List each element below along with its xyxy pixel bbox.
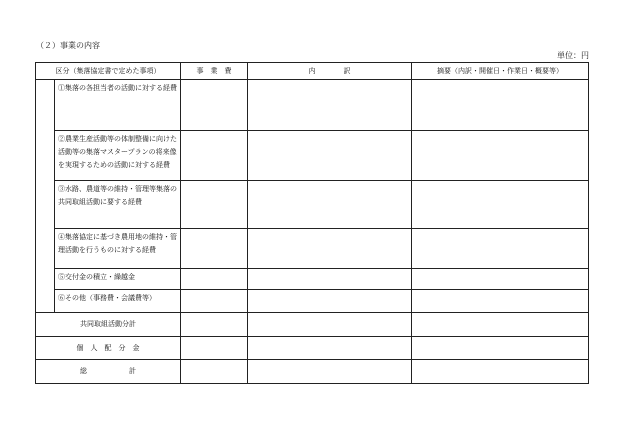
item-label: ⑤交付金の積立・繰越金 xyxy=(55,269,181,290)
breakdown-cell[interactable] xyxy=(248,290,412,313)
cost-cell[interactable] xyxy=(181,360,248,384)
cost-cell[interactable] xyxy=(181,269,248,290)
summary-cell[interactable] xyxy=(412,337,589,360)
summary-cell[interactable] xyxy=(412,229,589,269)
breakdown-cell[interactable] xyxy=(248,229,412,269)
grand-total-label: 総 計 xyxy=(36,360,181,384)
table-row xyxy=(36,229,589,269)
table-row xyxy=(36,181,589,229)
summary-cell[interactable] xyxy=(412,80,589,131)
subtotal-row xyxy=(36,313,589,337)
grand-total-row xyxy=(36,360,589,384)
item-label: ①集落の各担当者の活動に対する経費 xyxy=(55,80,181,131)
table-row xyxy=(36,131,589,181)
cost-cell[interactable] xyxy=(181,131,248,181)
cost-cell[interactable] xyxy=(181,313,248,337)
header-category: 区分（集落協定書で定めた事項） xyxy=(36,63,181,80)
item-label: ②農業生産活動等の体制整備に向けた活動等の集落マスタープランの将来像を実現するための活動に対する経費 xyxy=(55,131,181,181)
breakdown-cell[interactable] xyxy=(248,131,412,181)
summary-cell[interactable] xyxy=(412,360,589,384)
table-row xyxy=(36,290,589,313)
individual-allocation-label: 個 人 配 分 金 xyxy=(36,337,181,360)
breakdown-cell[interactable] xyxy=(248,360,412,384)
unit-label: 単位：円 xyxy=(557,51,589,60)
header-breakdown: 内 訳 xyxy=(248,63,412,80)
cost-cell[interactable] xyxy=(181,80,248,131)
table-row xyxy=(36,80,589,131)
summary-cell[interactable] xyxy=(412,290,589,313)
summary-cell[interactable] xyxy=(412,181,589,229)
indent-cell xyxy=(36,80,55,313)
breakdown-cell[interactable] xyxy=(248,313,412,337)
cost-cell[interactable] xyxy=(181,181,248,229)
header-cost: 事 業 費 xyxy=(181,63,248,80)
cost-cell[interactable] xyxy=(181,337,248,360)
item-label: ⑥その他（事務費・会議費等） xyxy=(55,290,181,313)
breakdown-cell[interactable] xyxy=(248,269,412,290)
section-title: （２）事業の内容 xyxy=(36,41,100,50)
breakdown-cell[interactable] xyxy=(248,337,412,360)
header-row xyxy=(36,63,589,80)
item-label: ④集落協定に基づき農用地の維持・管理活動を行うものに対する経費 xyxy=(55,229,181,269)
table-row xyxy=(36,269,589,290)
business-content-table xyxy=(35,62,589,384)
cost-cell[interactable] xyxy=(181,229,248,269)
item-label: ③水路、農道等の維持・管理等集落の共同取組活動に要する経費 xyxy=(55,181,181,229)
summary-cell[interactable] xyxy=(412,131,589,181)
breakdown-cell[interactable] xyxy=(248,80,412,131)
subtotal-label: 共同取組活動分計 xyxy=(36,313,181,337)
cost-cell[interactable] xyxy=(181,290,248,313)
summary-cell[interactable] xyxy=(412,269,589,290)
individual-allocation-row xyxy=(36,337,589,360)
header-summary: 摘要（内訳・開催日・作業日・概要等） xyxy=(412,63,589,80)
breakdown-cell[interactable] xyxy=(248,181,412,229)
summary-cell[interactable] xyxy=(412,313,589,337)
